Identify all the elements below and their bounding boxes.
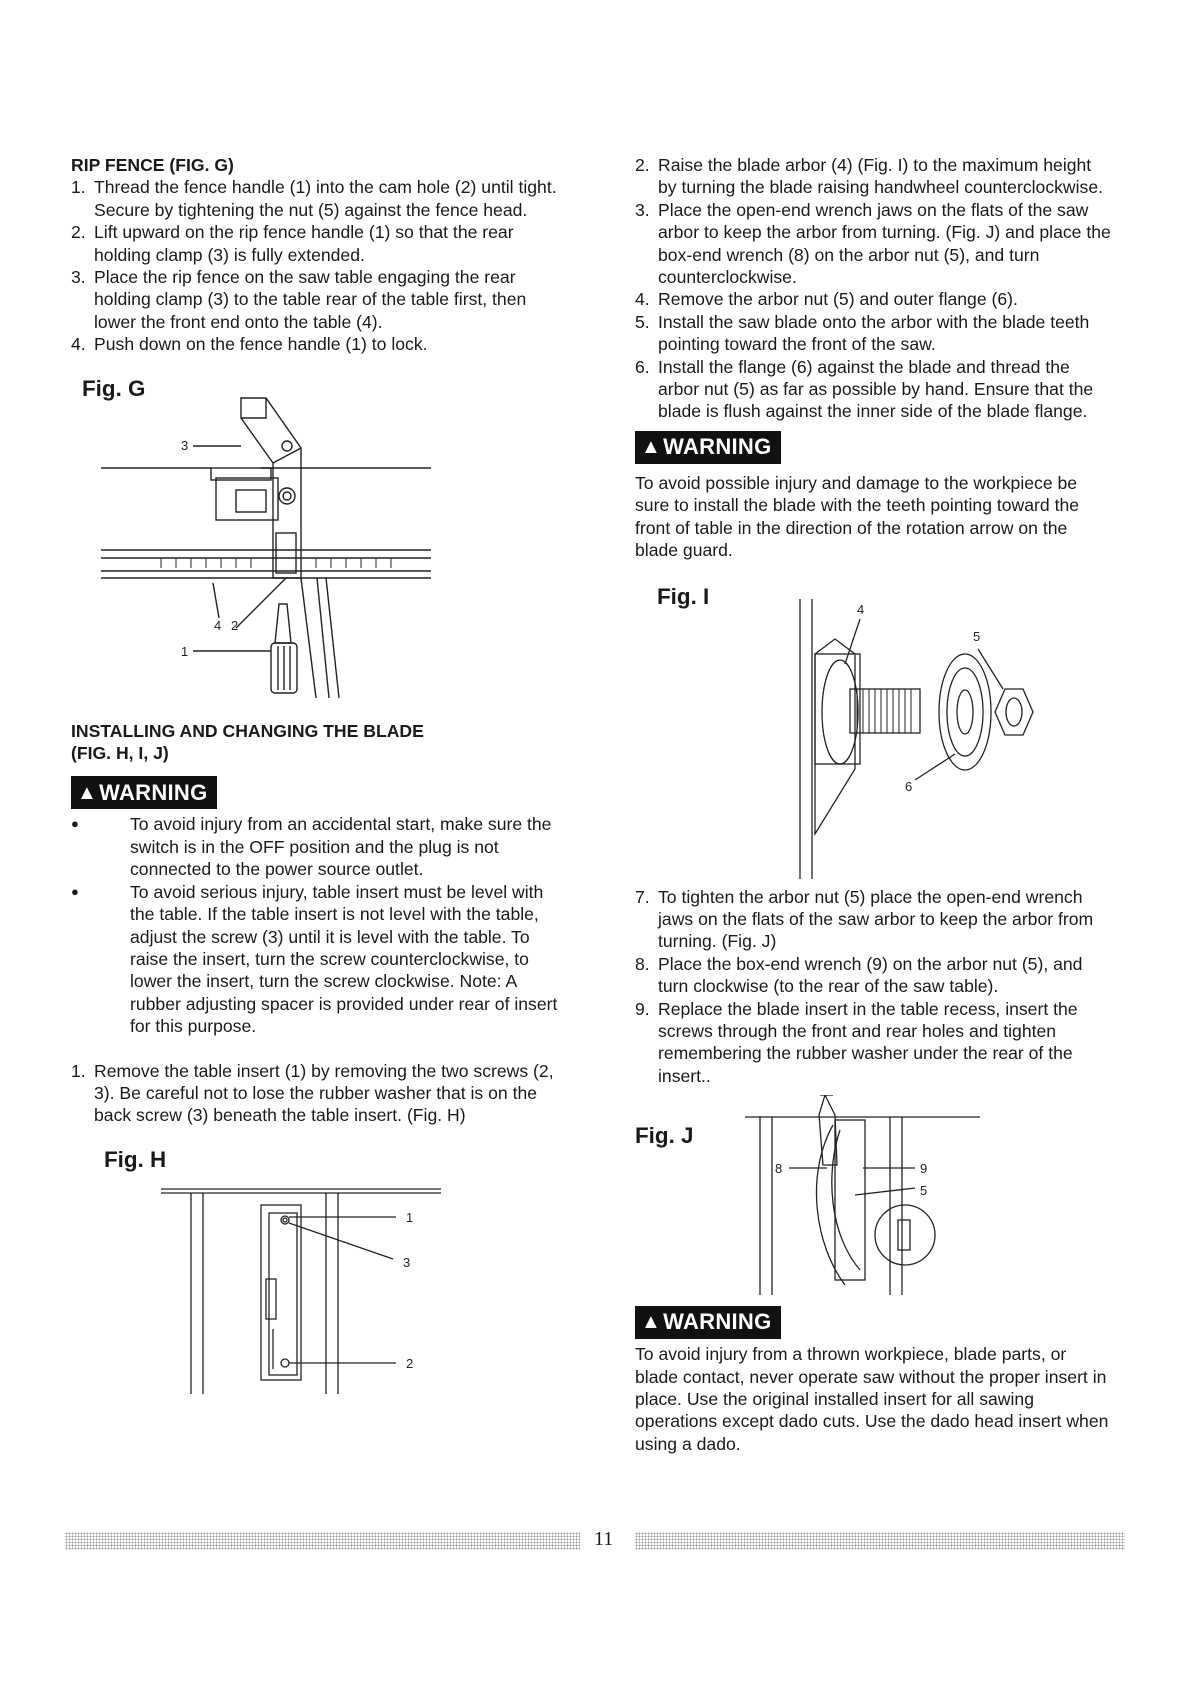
installing-heading: INSTALLING AND CHANGING THE BLADE (FIG. H, I, J) (71, 720, 424, 764)
fig-h-illustration (161, 1179, 461, 1409)
left-column (71, 154, 561, 1409)
warning-badge: ▲ WARNING (635, 431, 781, 464)
fig-j-illustration (745, 1095, 1005, 1300)
fig-j-callout-5: 5 (920, 1183, 928, 1199)
fig-h-label: Fig. H (104, 1146, 167, 1172)
fig-h-callout-3: 3 (403, 1254, 411, 1270)
list-item: 1. Thread the fence handle (1) into the cam hole (2) until tight. Secure by tightening the nut (5) against the fence head. (71, 177, 557, 220)
fig-g-illustration (101, 378, 461, 698)
list-item: ● To avoid serious injury, table insert must be level with the table. If the table insert is not level with the table, adjust the screw (3) until it is level with the table. To raise the insert, turn the screw counterclockwise, to lower the insert, turn the screw clockwise. Note: A rubber adjusting spacer is provided under rear of insert for this purpose. (71, 881, 561, 1038)
blade-steps-a (635, 154, 1113, 423)
warning-badge: ▲ WARNING (635, 1306, 781, 1339)
page-footer (65, 1528, 1125, 1554)
list-item: ● To avoid injury from an accidental start, make sure the switch is in the OFF position and the plug is not connected to the power source outlet. (71, 813, 561, 880)
list-item: 3. Place the open-end wrench jaws on the flats of the saw arbor to keep the arbor from turning. (Fig. J) and place the box-end wrench (8) on the arbor nut (5), and turn counterclockwise. (635, 199, 1111, 288)
list-item: 1. Remove the table insert (1) by removing the two screws (2, 3). Be careful not to lose the rubber washer that is on the back screw (3) beneath the table insert. (Fig. H) (71, 1060, 554, 1126)
list-item: 3. Place the rip fence on the saw table engaging the rear holding clamp (3) to the table rear of the table first, then lower the front end onto the table (4). (71, 267, 527, 332)
list-item: 4. Push down on the fence handle (1) to lock. (71, 334, 428, 355)
list-item: 2. Raise the blade arbor (4) (Fig. I) to the maximum height by turning the blade raising handwheel counterclockwise. (635, 155, 1103, 198)
fig-i-callout-4: 4 (857, 601, 865, 617)
warning-badge: ▲ WARNING (71, 776, 217, 809)
list-item: 9. Replace the blade insert in the table recess, insert the screws through the front and rear holes and tighten remembering the rubber washer under the rear of the insert.. (635, 998, 1078, 1086)
fig-h (71, 1146, 561, 1409)
warning-triangle-icon: ▲ (77, 781, 98, 804)
list-item: 7. To tighten the arbor nut (5) place the open-end wrench jaws on the flats of the saw arbor to keep the arbor from turning. (Fig. J) (635, 886, 1094, 952)
warning-text: To avoid possible injury and damage to the workpiece be sure to install the blade with the teeth pointing toward the front of table in the direction of the rotation arrow on the blade guard. (635, 472, 1080, 561)
installing-steps (71, 1060, 561, 1127)
footer-rule-right (635, 1532, 1125, 1550)
warning-triangle-icon: ▲ (641, 436, 662, 459)
list-item: 5. Install the saw blade onto the arbor with the blade teeth pointing toward the front of the saw. (635, 311, 1090, 355)
right-column (635, 154, 1113, 1455)
list-item: 2. Lift upward on the rip fence handle (1) so that the rear holding clamp (3) is fully extended. (71, 222, 514, 265)
fig-h-callout-1: 1 (406, 1209, 414, 1225)
fig-i-callout-5: 5 (973, 628, 981, 644)
warning-bullets (71, 813, 561, 1037)
blade-steps-b (635, 886, 1113, 1088)
rip-fence-heading: RIP FENCE (FIG. G) (71, 155, 234, 175)
list-item: 4. Remove the arbor nut (5) and outer flange (6). (635, 289, 1018, 310)
fig-j (635, 1095, 1113, 1300)
fig-i-illustration (795, 594, 1125, 884)
footer-rule-left (65, 1532, 580, 1550)
list-item: 8. Place the box-end wrench (9) on the arbor nut (5), and turn clockwise (to the rear of the saw table). (635, 953, 1083, 997)
fig-i-label: Fig. I (657, 583, 710, 609)
warning-text: To avoid injury from a thrown workpiece, blade parts, or blade contact, never operate saw without the proper insert in place. Use the original installed insert for all sawing operations except dado cuts. Use the dado head insert when using a dado. (635, 1344, 1109, 1454)
fig-g-callout-4: 4 (214, 617, 222, 633)
fig-g-callout-3: 3 (181, 437, 189, 453)
fig-g-callout-2: 2 (231, 617, 239, 633)
fig-j-callout-9: 9 (920, 1161, 928, 1177)
fig-i-callout-6: 6 (905, 778, 913, 794)
rip-fence-steps (71, 176, 561, 355)
fig-h-callout-2: 2 (406, 1355, 414, 1371)
fig-g (71, 375, 561, 704)
fig-g-callout-1: 1 (181, 643, 189, 659)
list-item: 6. Install the flange (6) against the blade and thread the arbor nut (5) as far as possible by hand. Ensure that the blade is flush against the inner side of the blade flange. (635, 356, 1094, 422)
fig-j-callout-8: 8 (775, 1161, 783, 1177)
fig-i (635, 583, 1113, 886)
fig-g-label: Fig. G (82, 375, 146, 401)
warning-triangle-icon: ▲ (641, 1311, 662, 1334)
page-number: 11 (594, 1528, 614, 1550)
fig-j-label: Fig. J (635, 1123, 694, 1149)
